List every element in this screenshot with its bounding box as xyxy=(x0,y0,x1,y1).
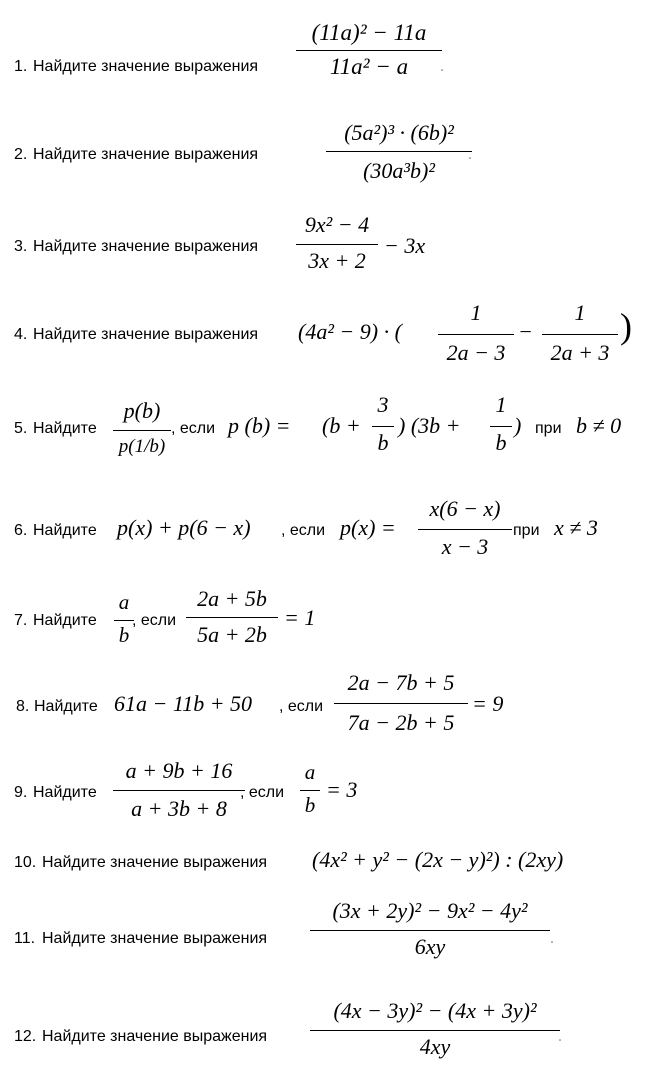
problem-number: 7. xyxy=(14,612,28,629)
fraction-denominator: 3x + 2 xyxy=(308,248,366,273)
fraction-bar xyxy=(113,430,171,431)
fraction-numerator: x(6 − x) xyxy=(429,496,501,521)
fraction-denominator: p(1/b) xyxy=(118,436,166,457)
fraction-bar xyxy=(296,244,378,245)
fraction-bar xyxy=(296,50,442,51)
fraction-numerator: a xyxy=(118,590,130,614)
expression-part: ) xyxy=(514,413,522,438)
fraction-numerator: 2a + 5b xyxy=(197,586,267,611)
fraction-numerator: a + 9b + 16 xyxy=(125,758,233,783)
fraction-numerator: a xyxy=(304,760,316,784)
fraction xyxy=(113,394,171,468)
fraction xyxy=(296,18,442,84)
problem-number: 3. xyxy=(14,238,28,255)
problem-10 xyxy=(0,830,662,890)
problem-text: Найдите xyxy=(33,522,97,539)
equation-value: = 3 xyxy=(326,777,358,802)
fraction xyxy=(300,758,320,820)
target-expression: p(x) + p(6 − x) xyxy=(117,515,251,540)
fraction xyxy=(310,894,550,966)
condition: b ≠ 0 xyxy=(576,413,622,438)
minus-sign: − xyxy=(518,319,533,344)
problem-2 xyxy=(0,100,662,200)
problem-text: Найдите значение выражения xyxy=(42,930,268,947)
problem-number: 12. xyxy=(14,1028,37,1045)
fraction-denominator: 2a + 3 xyxy=(550,340,610,365)
fraction xyxy=(334,666,468,738)
problem-text: Найдите значение выражения xyxy=(33,326,259,343)
fraction xyxy=(542,296,618,370)
problem-number: 9. xyxy=(14,784,28,801)
problem-9 xyxy=(0,746,662,830)
problem-5 xyxy=(0,380,662,480)
fraction xyxy=(326,112,472,190)
problem-number: 4. xyxy=(14,326,28,343)
fraction-numerator: 9x² − 4 xyxy=(304,212,370,237)
fraction-denominator: x − 3 xyxy=(441,534,489,559)
fraction-denominator: b xyxy=(118,623,130,647)
fraction-numerator: (5a²)³ · (6b)² xyxy=(344,120,454,145)
problem-text: , если xyxy=(281,522,326,539)
problem-1 xyxy=(0,0,662,100)
fraction-denominator: b xyxy=(495,430,507,455)
fraction-denominator: (30a³b)² xyxy=(363,158,435,183)
fraction xyxy=(113,754,245,824)
problem-6 xyxy=(0,480,662,580)
function-definition: p(x) = xyxy=(340,515,396,540)
problem-text: Найдите xyxy=(33,784,97,801)
fraction-bar xyxy=(310,930,550,931)
problem-text: Найдите значение выражения xyxy=(33,146,259,163)
fraction-bar xyxy=(186,617,278,618)
problem-text: при xyxy=(535,420,562,437)
fraction-bar xyxy=(438,334,514,335)
problem-text: Найдите значение выражения xyxy=(42,854,268,871)
fraction xyxy=(418,492,512,566)
fraction-bar xyxy=(372,426,394,427)
period: . xyxy=(468,146,472,163)
fraction-numerator: (3x + 2y)² − 9x² − 4y² xyxy=(332,898,528,923)
problem-text: , если xyxy=(279,698,324,715)
fraction-denominator: b xyxy=(377,430,389,455)
fraction-denominator: a + 3b + 8 xyxy=(131,796,227,821)
fraction-numerator: 3 xyxy=(377,392,389,417)
problem-number: 5. xyxy=(14,420,28,437)
fraction xyxy=(310,994,560,1066)
fraction-bar xyxy=(418,529,512,530)
problem-text: , если xyxy=(171,420,216,437)
fraction xyxy=(296,208,378,280)
fraction-numerator: 1 xyxy=(495,392,507,417)
fraction-bar xyxy=(326,151,472,152)
fraction-denominator: 7a − 2b + 5 xyxy=(347,710,455,735)
fraction-denominator: 5a + 2b xyxy=(197,622,267,647)
fraction-numerator: 2a − 7b + 5 xyxy=(347,670,455,695)
fraction-denominator: 6xy xyxy=(414,934,446,959)
problem-text: Найдите значение выражения xyxy=(33,238,259,255)
fraction-numerator: 1 xyxy=(574,300,586,325)
fraction-bar xyxy=(300,790,320,791)
problem-4 xyxy=(0,290,662,380)
fraction xyxy=(186,584,278,650)
period: . xyxy=(440,58,444,75)
problem-number: 8. xyxy=(16,698,30,715)
problem-number: 1. xyxy=(14,58,28,75)
expression-part: (b + xyxy=(322,413,361,438)
closing-paren: ) xyxy=(620,306,632,346)
fraction-bar xyxy=(113,790,245,791)
expression: (4x² + y² − (2x − y)²) : (2xy) xyxy=(312,847,564,872)
function-definition: p (b) = xyxy=(228,413,291,438)
expression-tail: − 3x xyxy=(384,233,426,258)
fraction xyxy=(490,390,512,462)
fraction xyxy=(372,390,394,462)
problem-text: Найдите xyxy=(33,612,97,629)
problem-text: Найдите xyxy=(34,698,98,715)
problem-number: 6. xyxy=(14,522,28,539)
problem-11 xyxy=(0,890,662,980)
fraction-bar xyxy=(490,426,512,427)
problem-text: , если xyxy=(132,612,177,629)
fraction-bar xyxy=(114,620,134,621)
problem-3 xyxy=(0,200,662,290)
fraction-denominator: b xyxy=(304,793,316,817)
problem-12 xyxy=(0,980,662,1080)
fraction-numerator: p(b) xyxy=(123,398,161,423)
problem-text: Найдите xyxy=(33,420,97,437)
expression-head: (4a² − 9) · ( xyxy=(298,319,402,344)
problem-number: 10. xyxy=(14,854,37,871)
fraction-numerator: (11a)² − 11a xyxy=(311,20,427,45)
problem-number: 2. xyxy=(14,146,28,163)
problem-text: Найдите значение выражения xyxy=(42,1028,268,1045)
problem-7 xyxy=(0,580,662,660)
fraction-numerator: (4x − 3y)² − (4x + 3y)² xyxy=(333,998,537,1023)
equation-value: = 9 xyxy=(472,691,504,716)
fraction-bar xyxy=(334,703,468,704)
equation-value: = 1 xyxy=(284,605,316,630)
fraction-numerator: 1 xyxy=(470,300,482,325)
fraction-denominator: 4xy xyxy=(419,1034,451,1059)
fraction-denominator: 2a − 3 xyxy=(446,340,506,365)
problem-text: , если xyxy=(240,784,285,801)
problem-8 xyxy=(0,660,662,746)
problem-number: 11. xyxy=(14,930,36,947)
target-expression: 61a − 11b + 50 xyxy=(114,691,253,716)
fraction xyxy=(438,296,514,370)
expression-part: ) (3b + xyxy=(398,413,461,438)
problem-text: Найдите значение выражения xyxy=(33,58,259,75)
fraction-bar xyxy=(542,334,618,335)
fraction-bar xyxy=(310,1030,560,1031)
problem-text: при xyxy=(513,522,540,539)
fraction xyxy=(114,588,134,650)
period: . xyxy=(550,930,554,947)
fraction-denominator: 11a² − a xyxy=(329,54,409,79)
period: . xyxy=(558,1028,562,1045)
condition: x ≠ 3 xyxy=(554,515,598,540)
